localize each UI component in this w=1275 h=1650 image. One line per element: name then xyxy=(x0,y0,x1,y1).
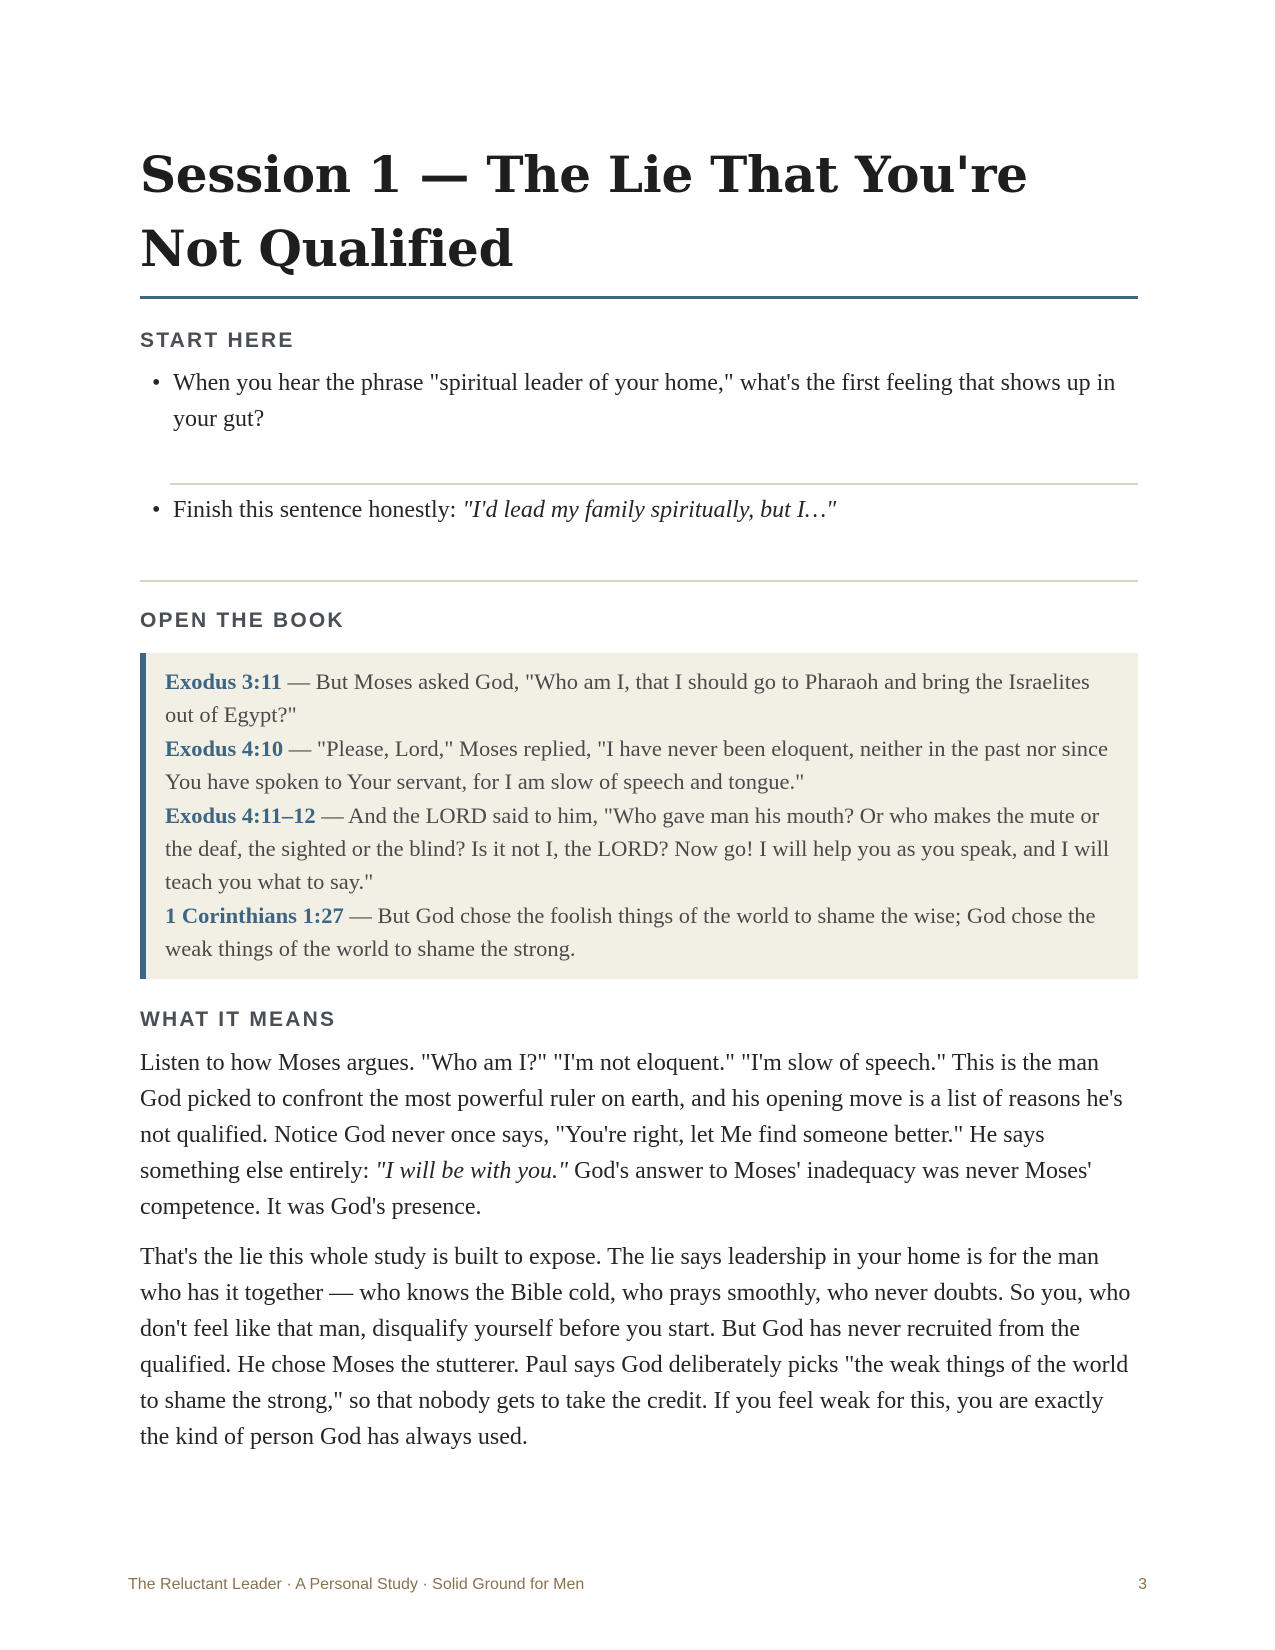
verse-reference: Exodus 3:11 xyxy=(165,669,282,694)
page-title: Session 1 — The Lie That You're Not Qualified xyxy=(140,145,1028,278)
verse-reference: Exodus 4:10 xyxy=(165,735,284,761)
verse xyxy=(165,665,1120,732)
start-here-prompts-2 xyxy=(140,492,1138,528)
section-divider xyxy=(140,580,1138,582)
scripture-block xyxy=(140,653,1138,979)
paragraph-text: Listen to how Moses argues. "Who am I?" "I'm not eloquent." "I'm slow of speech." This is the man God picked to confront the most powerful ruler on earth, and his opening move is a list of reasons he's not qualified. Notice God never once says, "You're right, let Me find someone better." He says something else entirely: xyxy=(140,1049,1123,1184)
verse-text: — But Moses asked God, "Who am I, that I should go to Pharaoh and bring the Israelites out of Egypt?" xyxy=(165,669,1090,728)
footer-title: The Reluctant Leader · A Personal Study · Solid Ground for Men xyxy=(128,1576,585,1593)
prompt-quote: "I'd lead my family spiritually, but I…" xyxy=(462,497,837,523)
prompt-item xyxy=(140,492,1138,528)
page-number: 3 xyxy=(1138,1576,1147,1593)
prompt-text: When you hear the phrase "spiritual leader of your home," what's the first feeling that shows up in your gut? xyxy=(173,370,1116,432)
body-paragraph xyxy=(140,1045,1138,1225)
bullet-icon: • xyxy=(152,370,161,396)
verse-text: — But God chose the foolish things of the world to shame the wise; God chose the weak things of the world to shame the strong. xyxy=(165,902,1096,962)
bullet-icon: • xyxy=(152,497,161,523)
title-divider xyxy=(140,296,1138,299)
verse xyxy=(165,799,1120,899)
verse-text: — And the LORD said to him, "Who gave man his mouth? Or who makes the mute or the deaf, the sighted or the blind? Is it not I, the LORD? Now go! I will help you as you speak, and I will teach you what to say." xyxy=(165,802,1110,895)
section-heading-start-here: START HERE xyxy=(140,329,295,352)
start-here-prompts xyxy=(140,365,1138,437)
section-heading-open-the-book: OPEN THE BOOK xyxy=(140,609,345,632)
page-content xyxy=(140,138,1138,1455)
verse xyxy=(165,732,1120,799)
verse-text: — "Please, Lord," Moses replied, "I have never been eloquent, neither in the past nor since You have spoken to Your servant, for I am slow of speech and tongue." xyxy=(165,735,1108,795)
verse xyxy=(165,899,1120,966)
prompt-item xyxy=(140,365,1138,437)
verse-reference: 1 Corinthians 1:27 xyxy=(165,902,344,928)
section-heading-what-it-means: WHAT IT MEANS xyxy=(140,1007,337,1031)
paragraph-text: God's answer to Moses' inadequacy was never Moses' competence. It was God's presence. xyxy=(140,1157,1092,1220)
verse-reference: Exodus 4:11–12 xyxy=(165,802,316,828)
body-paragraph: That's the lie this whole study is built to expose. The lie says leadership in your home is for the man who has it together — who knows the Bible cold, who prays smoothly, who never doubts. So you, who don't feel like that man, disqualify yourself before you start. But God has never recruited from the qualified. He chose Moses the stutterer. Paul says God deliberately picks "the weak things of the world to shame the strong," so that nobody gets to take the credit. If you feel weak for this, you are exactly the kind of person God has always used. xyxy=(140,1243,1131,1450)
prompt-text: Finish this sentence honestly: xyxy=(173,497,463,523)
emphasized-quote: "I will be with you." xyxy=(375,1157,569,1184)
answer-line xyxy=(170,483,1138,485)
